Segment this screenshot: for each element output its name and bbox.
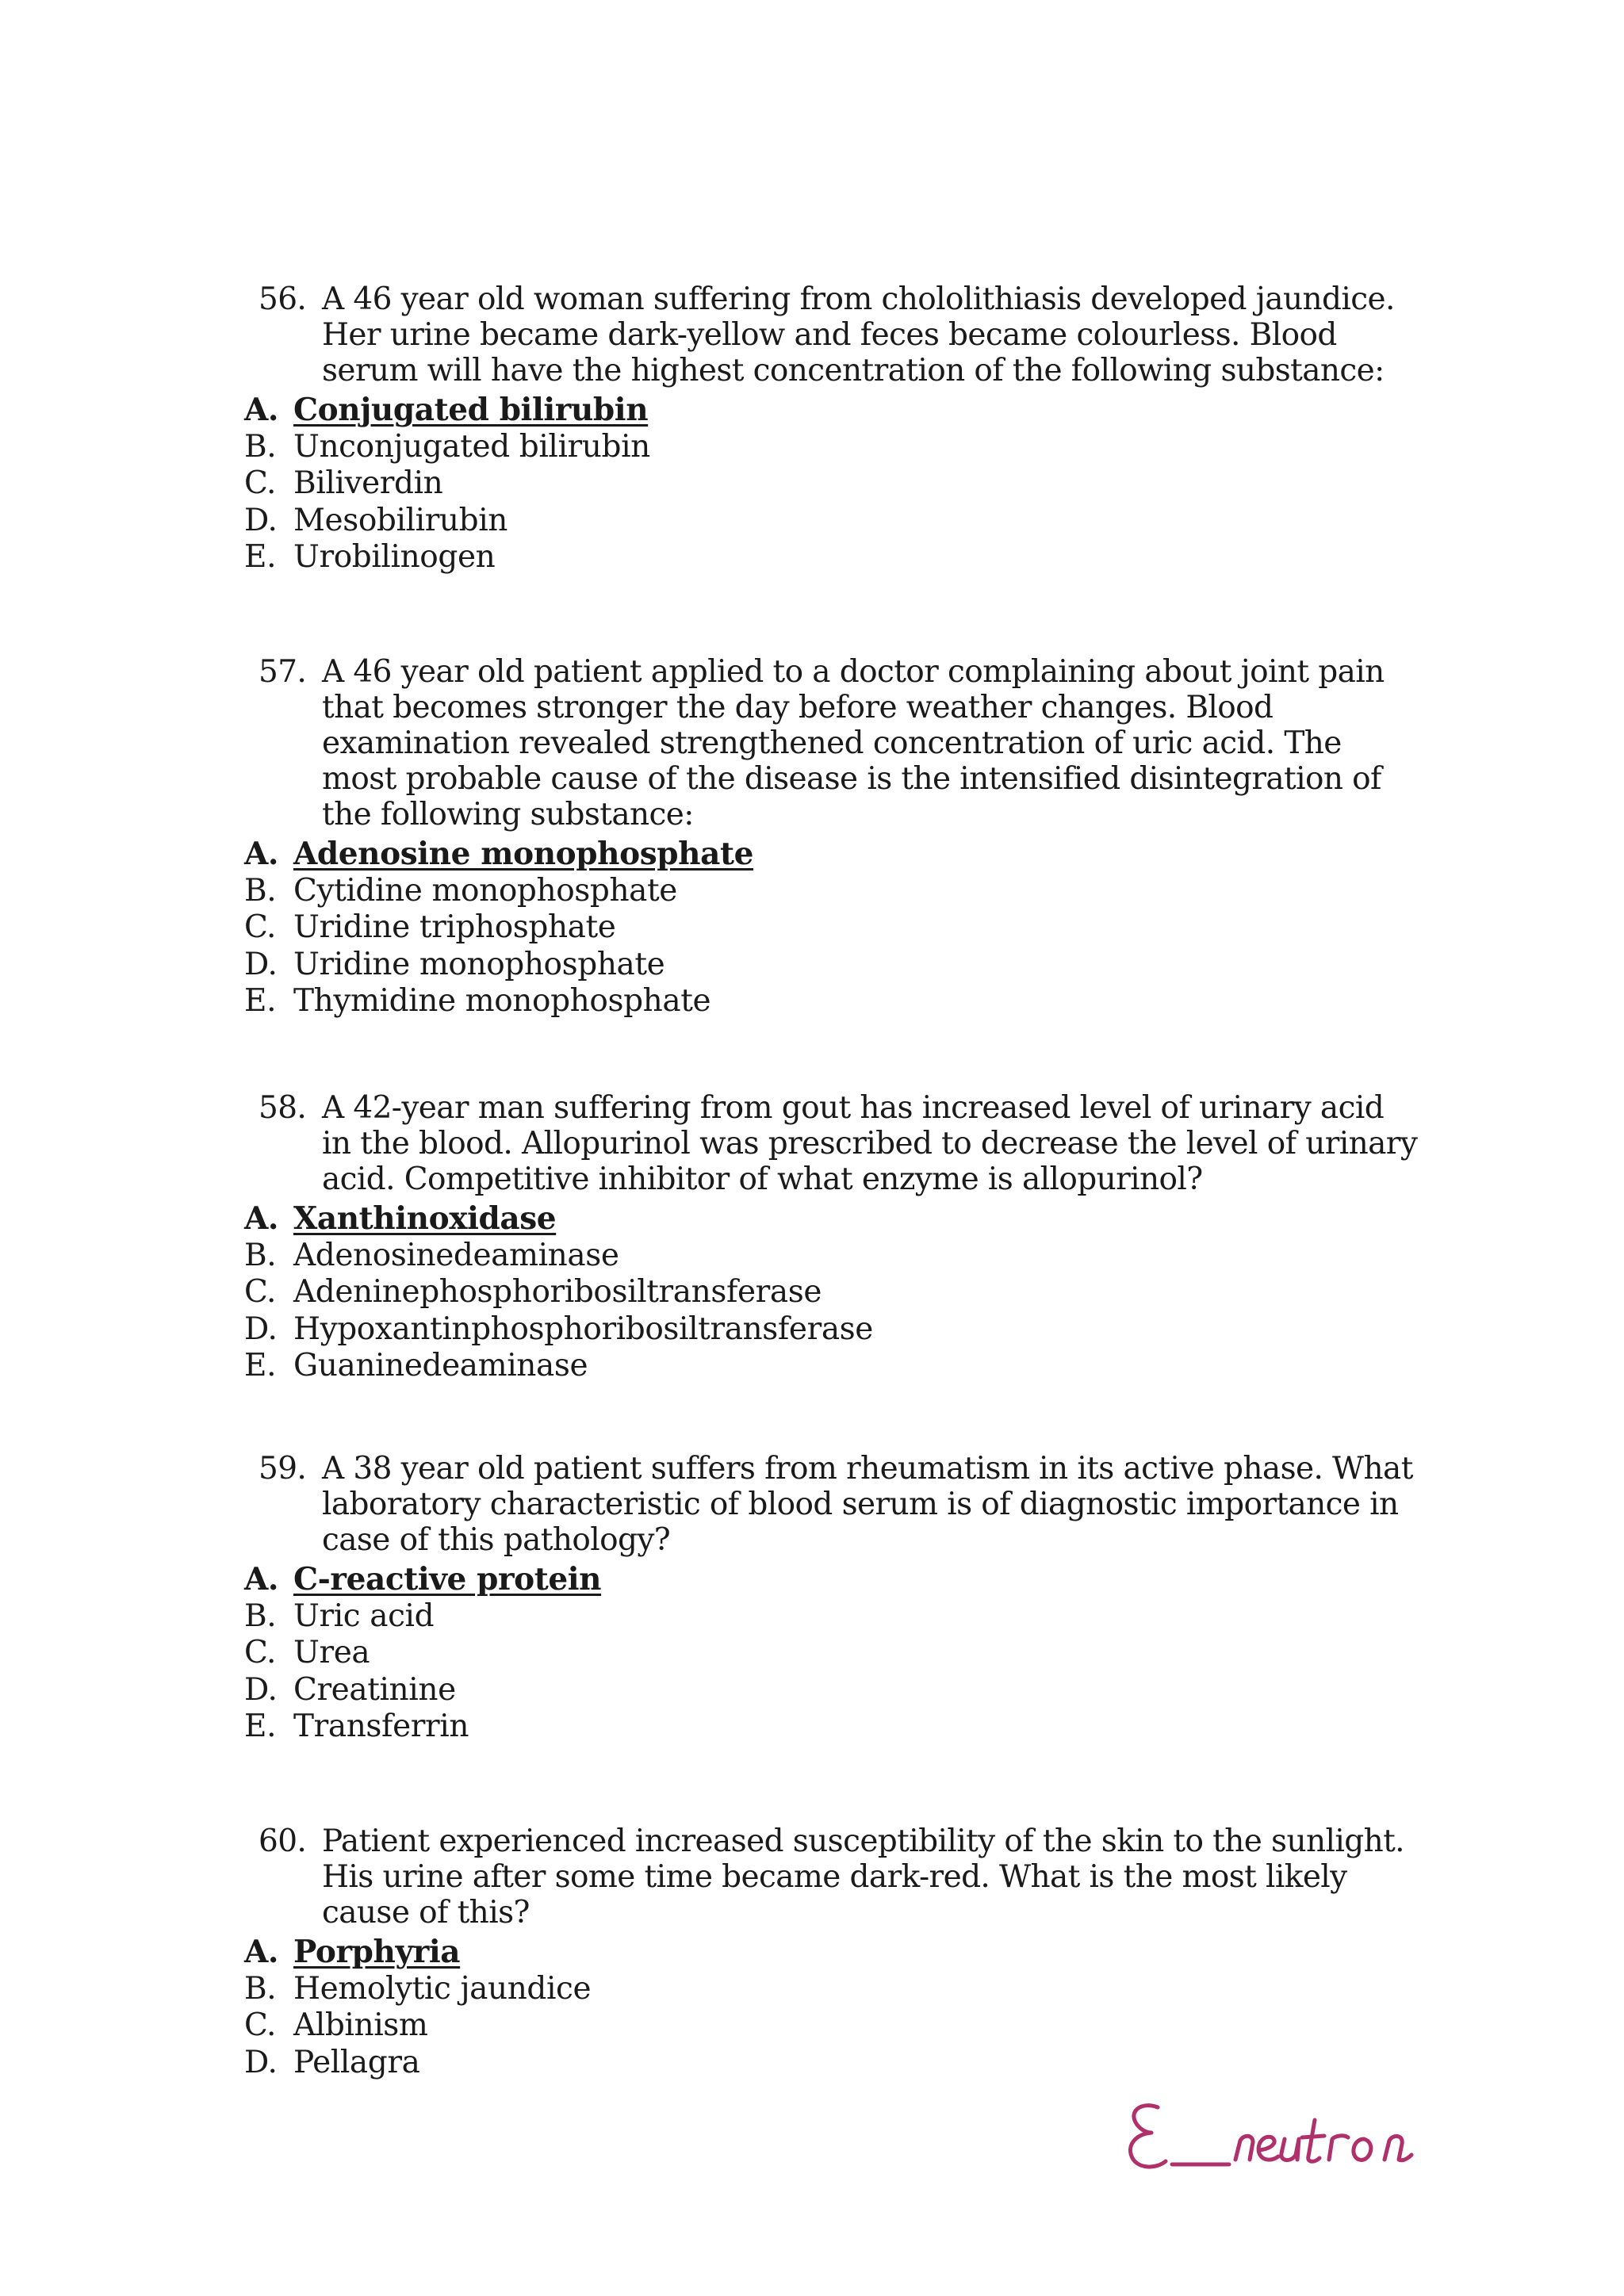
option-text: Guaninedeaminase [293, 1348, 588, 1383]
option-e [244, 539, 1418, 576]
option-letter: D. [244, 502, 278, 538]
question-stem [259, 281, 1418, 388]
question-stem [259, 654, 1418, 832]
option-text: Uridine monophosphate [293, 946, 665, 982]
question-text: Patient experienced increased susceptibility of the skin to the sunlight. His urine after some time became dark-red. What is the most likely cause of this? [322, 1823, 1404, 1931]
option-letter: A. [244, 392, 279, 428]
option-text: Biliverdin [293, 465, 443, 501]
option-text: Urobilinogen [293, 539, 496, 575]
option-letter: B. [244, 428, 277, 465]
option-text: Adenosinedeaminase [293, 1237, 619, 1273]
question-58 [244, 1090, 1418, 1385]
question-60 [244, 1823, 1418, 2081]
option-letter: C. [244, 1274, 277, 1310]
option-text: Hypoxantinphosphoribosiltransferase [293, 1311, 873, 1347]
option-letter: E. [244, 1348, 277, 1383]
option-letter: C. [244, 2007, 277, 2043]
option-e [244, 1348, 1418, 1385]
option-c [244, 909, 1418, 947]
question-stem [259, 1090, 1418, 1197]
option-letter: E. [244, 1709, 277, 1744]
option-a-correct [244, 836, 1418, 873]
option-c [244, 2007, 1418, 2045]
question-number: 56. [259, 281, 307, 317]
option-letter: C. [244, 909, 277, 945]
option-letter: B. [244, 1970, 277, 2007]
option-text: Cytidine monophosphate [293, 872, 677, 909]
option-letter: B. [244, 872, 277, 909]
option-text: Adeninephosphoribosiltransferase [293, 1274, 822, 1310]
option-letter: C. [244, 1635, 277, 1670]
question-59 [244, 1451, 1418, 1746]
option-letter: B. [244, 1237, 277, 1273]
signature-logo [1116, 2093, 1434, 2180]
option-text: Thymidine monophosphate [293, 983, 711, 1019]
option-text: Hemolytic jaundice [293, 1970, 592, 2007]
option-b [244, 873, 1418, 910]
question-text: A 46 year old patient applied to a doctor complaining about joint pain that becomes stronger the day before weather changes. Blood examination revealed strengthened concentration of uric acid. The most probable cause of the disease is the intensified disintegration of the following substance: [322, 654, 1385, 832]
option-text: Uric acid [293, 1598, 435, 1634]
answer-options [244, 1200, 1418, 1385]
option-letter: D. [244, 1311, 278, 1347]
question-number: 57. [259, 654, 307, 690]
option-a-correct [244, 1561, 1418, 1598]
option-b [244, 1598, 1418, 1636]
option-letter: A. [244, 1934, 279, 1970]
question-text: A 46 year old woman suffering from chololithiasis developed jaundice. Her urine became dark-yellow and feces became colourless. Blood serum will have the highest concentration of the following substance: [322, 281, 1395, 388]
option-text: Urea [293, 1635, 370, 1670]
option-c [244, 1635, 1418, 1672]
option-text: Albinism [293, 2007, 428, 2043]
question-number: 59. [259, 1451, 307, 1487]
option-letter: D. [244, 946, 278, 982]
option-d [244, 1311, 1418, 1349]
option-letter: D. [244, 1671, 278, 1708]
option-text: Mesobilirubin [293, 502, 508, 538]
question-stem [259, 1451, 1418, 1558]
option-text: Transferrin [293, 1709, 469, 1744]
option-a-correct [244, 1200, 1418, 1238]
option-c [244, 465, 1418, 503]
option-letter: E. [244, 539, 277, 575]
answer-options [244, 836, 1418, 1020]
option-text: Unconjugated bilirubin [293, 428, 650, 465]
option-letter: B. [244, 1598, 277, 1634]
question-57 [244, 654, 1418, 1020]
option-d [244, 503, 1418, 540]
answer-options [244, 1561, 1418, 1746]
option-a-correct [244, 392, 1418, 429]
option-e [244, 1709, 1418, 1746]
option-b [244, 1238, 1418, 1275]
answer-options [244, 1934, 1418, 2081]
option-letter: A. [244, 1561, 279, 1598]
option-text: C-reactive protein [293, 1561, 602, 1598]
question-text: A 42-year man suffering from gout has increased level of urinary acid in the blood. Allopurinol was prescribed to decrease the level of urinary acid. Competitive inhibitor of what enzyme is allopurinol? [322, 1090, 1418, 1197]
option-text: Adenosine monophosphate [293, 836, 753, 872]
option-d [244, 2045, 1418, 2082]
option-d [244, 947, 1418, 984]
question-number: 58. [259, 1090, 307, 1126]
option-text: Conjugated bilirubin [293, 392, 649, 428]
question-stem [259, 1823, 1418, 1931]
question-text: A 38 year old patient suffers from rheumatism in its active phase. What laboratory characteristic of blood serum is of diagnostic importance in case of this pathology? [322, 1451, 1413, 1558]
option-b [244, 429, 1418, 466]
question-56 [244, 281, 1418, 576]
question-number: 60. [259, 1823, 307, 1859]
option-letter: A. [244, 836, 279, 872]
option-letter: A. [244, 1200, 279, 1237]
option-text: Creatinine [293, 1671, 456, 1708]
option-text: Porphyria [293, 1934, 461, 1970]
option-c [244, 1274, 1418, 1311]
option-letter: D. [244, 2044, 278, 2080]
option-text: Uridine triphosphate [293, 909, 616, 945]
option-letter: C. [244, 465, 277, 501]
option-b [244, 1971, 1418, 2008]
answer-options [244, 392, 1418, 576]
option-text: Pellagra [293, 2044, 420, 2080]
option-text: Xanthinoxidase [293, 1200, 557, 1237]
option-a-correct [244, 1934, 1418, 1971]
option-d [244, 1672, 1418, 1709]
option-e [244, 983, 1418, 1020]
option-letter: E. [244, 983, 277, 1019]
